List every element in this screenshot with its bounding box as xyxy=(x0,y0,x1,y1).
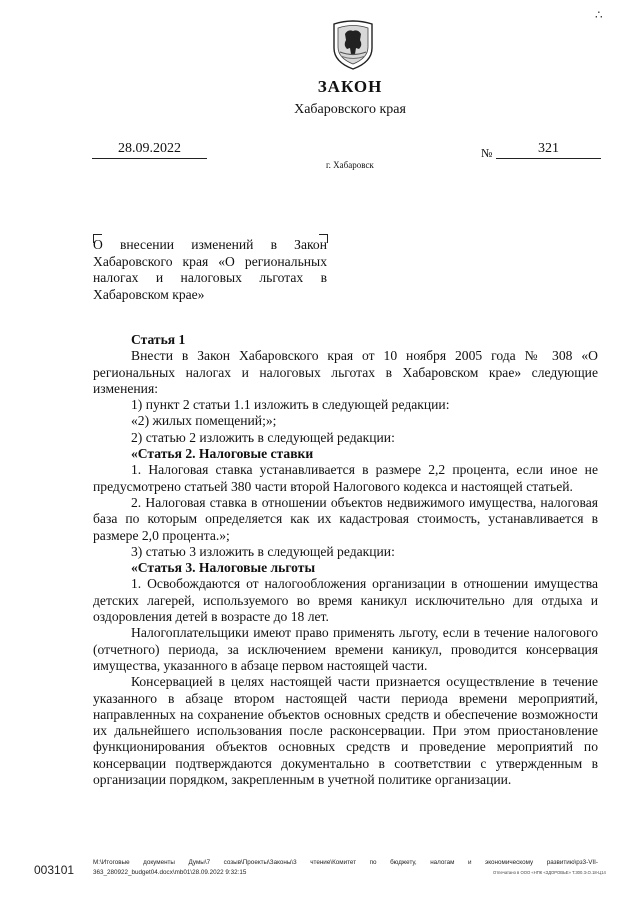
body-paragraph: Налогоплательщики имеют право применять льготу, если в течение налогового (отчетного) периода, за исключением времени каникул, проводится консервация имущества, указанного в абзаце первом настоящей части. xyxy=(93,625,598,673)
article-heading: «Статья 2. Налоговые ставки xyxy=(131,446,314,462)
law-preamble: О внесении изменений в Закон Хабаровского края «О региональных налогах и налоговых льготах в Хабаровском крае» xyxy=(93,237,327,302)
body-paragraph: 1) пункт 2 статьи 1.1 изложить в следующей редакции: xyxy=(131,397,450,413)
coat-of-arms-emblem xyxy=(330,18,376,70)
document-city: г. Хабаровск xyxy=(326,160,374,170)
document-title: ЗАКОН xyxy=(317,77,383,96)
law-body xyxy=(93,332,598,788)
article-heading: Статья 1 xyxy=(131,332,186,347)
corner-mark: ∴ xyxy=(595,8,603,22)
body-paragraph: 1. Налоговая ставка устанавливается в размере 2,2 процента, если иное не предусмотрено статьей 380 части второй Налогового кодекса и настоящей статьей. xyxy=(93,462,598,494)
footer-print-mark: Отпечатано в ООО «НПК «ЗДОРОВЬЕ» Т.300.Э.О.18-Ц14 xyxy=(493,870,606,875)
footer-file-path: M:\Итоговые документы Думы\7 созыв\Проекты\Законы\3 чтение\Комитет по бюджету, налогам и экономическому развитию\рз3-VII-363_280922_budget04.docx\mb01\28.09.2022 9:32:15 xyxy=(93,859,598,876)
body-paragraph: 1. Освобождаются от налогообложения организации в отношении имущества детских лагерей, используемого во время каникул исключительно для отдыха и оздоровления детей в возрасте до 18 лет. xyxy=(93,576,598,625)
body-paragraph: «2) жилых помещений;»; xyxy=(131,413,277,429)
body-paragraph: 2. Налоговая ставка в отношении объектов недвижимого имущества, налоговая база по которым определяется как их кадастровая стоимость, устанавливается в размере 2,0 процента.»; xyxy=(93,494,598,543)
document-subtitle: Хабаровского края xyxy=(294,102,406,117)
body-paragraph: Внести в Закон Хабаровского края от 10 ноября 2005 года № 308 «О региональных налогах и налоговых льготах в Хабаровском крае» следующие изменения: xyxy=(93,348,598,396)
body-paragraph: 3) статью 3 изложить в следующей редакции: xyxy=(131,543,395,559)
footer-code: 003101 xyxy=(34,863,75,877)
body-paragraph: Консервацией в целях настоящей части признается осуществление в течение указанного в абзаце втором настоящей части периода времени мероприятий, направленных на сохранение объектов основных средств и обеспечение возможности их дальнейшего использования после расконсервации. При этом приостановление функционирования объектов основных средств и проведение мероприятий по консервации подтверждаются документально в соответствии с утвержденным в организации порядком, закрепленным в учетной политике организации. xyxy=(93,674,598,788)
document-number: 321 xyxy=(496,141,601,159)
article-heading: «Статья 3. Налоговые льготы xyxy=(131,560,316,576)
number-sign: № xyxy=(481,146,493,160)
document-date: 28.09.2022 xyxy=(92,141,207,159)
body-paragraph: 2) статью 2 изложить в следующей редакции: xyxy=(131,429,395,445)
